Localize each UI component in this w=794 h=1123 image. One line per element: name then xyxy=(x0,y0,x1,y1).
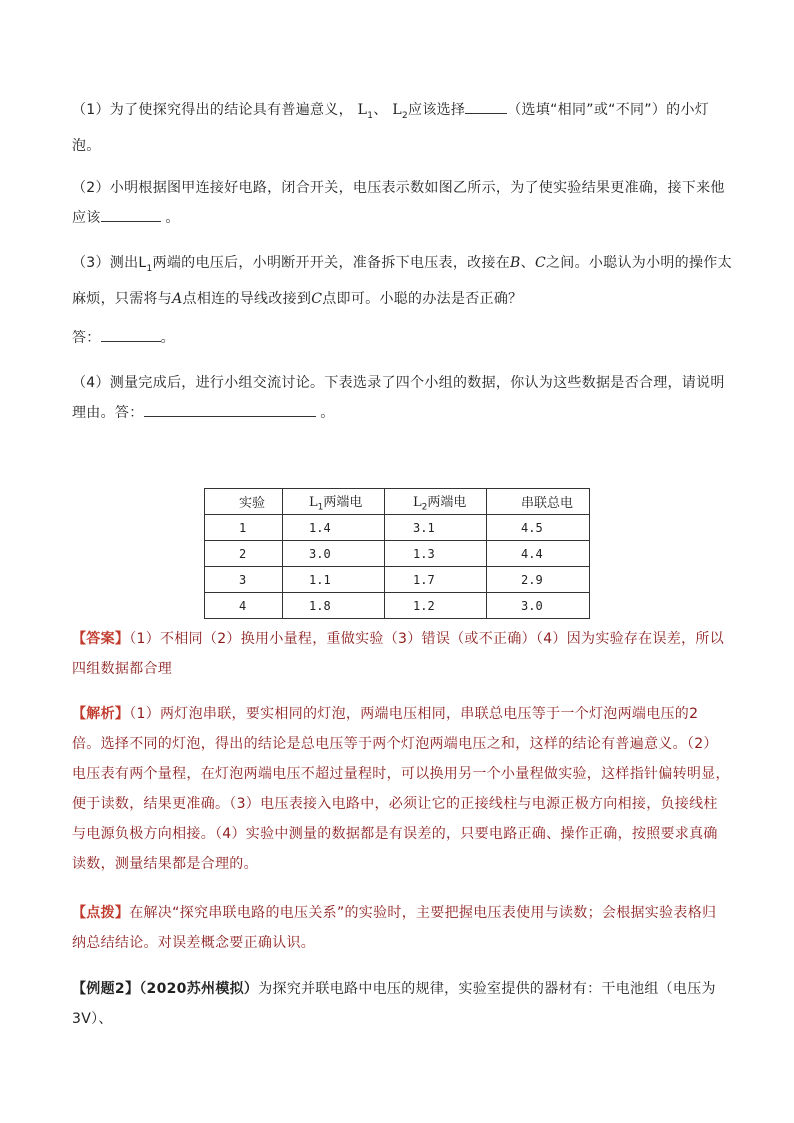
table-cell: 2 xyxy=(205,541,283,567)
table-row xyxy=(205,541,590,567)
header-total-voltage: 串联总电 xyxy=(487,489,590,515)
header-text: 两端电 xyxy=(323,494,363,510)
example-tag: 【例题2】 xyxy=(72,981,140,997)
analysis-tag: 【解析】 xyxy=(72,706,130,722)
answer-section xyxy=(72,624,732,684)
header-text: 两端电 xyxy=(427,494,467,510)
analysis-section xyxy=(72,699,732,879)
header-experiment: 实验 xyxy=(205,489,283,515)
l2-symbol: L xyxy=(392,102,402,118)
tip-tag: 【点拨】 xyxy=(72,905,130,921)
l2-subscript: 2 xyxy=(402,110,409,121)
q3-text-f: 点即可。小聪的办法是否正确？ xyxy=(322,290,523,307)
separator: 、 xyxy=(373,102,388,118)
answer-line: 四组数据都合理 xyxy=(72,661,173,677)
q3-text: （3）测出L xyxy=(72,255,147,271)
example-source: （2020苏州模拟） xyxy=(139,981,259,997)
q4-text-c: 。 xyxy=(320,405,335,421)
analysis-line: 电压表有两个量程，在灯泡两端电压不超过量程时，可以换用另一个小量程做实验，这样指针偏转明显， xyxy=(72,766,730,782)
table-cell: 1 xyxy=(205,515,283,541)
table-cell: 3 xyxy=(205,567,283,593)
header-l1-voltage xyxy=(283,489,385,515)
answer-blank[interactable] xyxy=(465,97,507,114)
separator: 、 xyxy=(520,255,535,271)
table-cell: 2.9 xyxy=(487,567,590,593)
answer-end: 。 xyxy=(160,330,175,346)
point-a: A xyxy=(172,290,183,307)
analysis-line: （1）两灯泡串联，要实相同的灯泡，两端电压相同，串联总电压等于一个灯泡两端电压的 xyxy=(129,706,690,722)
q3-text-b: 两端的电压后，小明断开开关，准备拆下电压表，改接在 xyxy=(152,255,511,271)
analysis-line: 与电源负极方向相接。（4）实验中测量的数据都是有误差的，只要电路正确、操作正确，按照要求真确 xyxy=(72,826,718,842)
answer-line: （1）不相同（2）换用小量程，重做实验（3）错误（或不正确）（4）因为实验存在误差，所以 xyxy=(129,631,725,647)
l2-subscript: 2 xyxy=(421,502,428,513)
table-cell: 4 xyxy=(205,593,283,619)
table-cell: 4.5 xyxy=(487,515,590,541)
table-row xyxy=(205,593,590,619)
data-table xyxy=(204,488,590,619)
answer-blank[interactable] xyxy=(101,325,161,342)
tip-section xyxy=(72,898,732,958)
tip-line: 在解决“探究串联电路的电压关系”的实验时，主要把握电压表使用与读数；会根据实验表格归 xyxy=(129,905,717,921)
q1-text-b: 应该选择 xyxy=(408,102,466,118)
question-3 xyxy=(72,248,732,314)
l1-subscript: 1 xyxy=(317,502,324,513)
table-cell: 1.7 xyxy=(385,567,487,593)
q1-text-d: 泡。 xyxy=(72,137,101,154)
l1-subscript: 1 xyxy=(146,263,153,274)
q2-text: （2）小明根据图甲连接好电路，闭合开关，电压表示数如图乙所示，为了使实验结果更准确，接下来他 xyxy=(72,180,725,196)
point-b: B xyxy=(510,255,521,271)
example-text: 为探究并联电路中电压的规律，实验室提供的器材有：干电池组（电压为 3V）、 xyxy=(72,981,716,1027)
table-cell: 3.0 xyxy=(487,593,590,619)
analysis-line: 便于读数，结果更准确。（3）电压表接入电路中，必须让它的正接线柱与电源正极方向相接，负接线柱 xyxy=(72,796,718,812)
table-cell: 3.0 xyxy=(283,541,385,567)
header-l2-voltage xyxy=(385,489,487,515)
question-3-answer xyxy=(72,323,732,353)
table-row xyxy=(205,567,590,593)
answer-tag: 【答案】 xyxy=(72,631,130,647)
analysis-line: 倍。选择不同的灯泡，得出的结论是总电压等于两个灯泡两端电压之和，这样的结论有普遍意义。（2） xyxy=(72,736,718,752)
q1-text-c: （选填“相同”或“不同”）的小灯 xyxy=(507,102,710,118)
point-c: C xyxy=(534,255,546,271)
table-header-row xyxy=(205,489,590,515)
q4-text: （4）测量完成后，进行小组交流讨论。下表选录了四个小组的数据，你认为这些数据是否合理，请说明 xyxy=(72,375,725,391)
table-cell: 3.1 xyxy=(385,515,487,541)
table-cell: 1.2 xyxy=(385,593,487,619)
point-c: C xyxy=(311,290,323,307)
l1-subscript: 1 xyxy=(367,110,374,121)
answer-blank[interactable] xyxy=(144,400,316,417)
q4-text-b: 理由。答： xyxy=(72,405,144,421)
q1-text: （1）为了使探究得出的结论具有普遍意义， xyxy=(72,102,353,118)
table-cell: 1.8 xyxy=(283,593,385,619)
l2-symbol: L xyxy=(413,494,422,510)
table-cell: 1.1 xyxy=(283,567,385,593)
q3-text-d: 麻烦，只需将与 xyxy=(72,290,173,307)
q3-text-c: 之间。小聪认为小明的操作太 xyxy=(545,255,732,271)
question-1 xyxy=(72,95,732,161)
question-2 xyxy=(72,173,732,233)
l1-symbol: L xyxy=(357,102,368,118)
table-cell: 1.4 xyxy=(283,515,385,541)
q2-text-c: 。 xyxy=(165,210,180,226)
answer-label: 答： xyxy=(72,330,101,346)
question-4 xyxy=(72,368,732,428)
q3-text-e: 点相连的导线改接到 xyxy=(182,290,312,307)
l1-symbol: L xyxy=(309,494,318,510)
table-cell: 1.3 xyxy=(385,541,487,567)
q2-text-b: 应该 xyxy=(72,210,101,226)
analysis-line: 读数，测量结果都是合理的。 xyxy=(72,856,258,872)
answer-blank[interactable] xyxy=(101,205,161,222)
table-row xyxy=(205,515,590,541)
analysis-number: 2 xyxy=(689,706,699,722)
example-2 xyxy=(72,974,744,1034)
table-cell: 4.4 xyxy=(487,541,590,567)
tip-line: 纳总结结论。对误差概念要正确认识。 xyxy=(72,935,316,951)
